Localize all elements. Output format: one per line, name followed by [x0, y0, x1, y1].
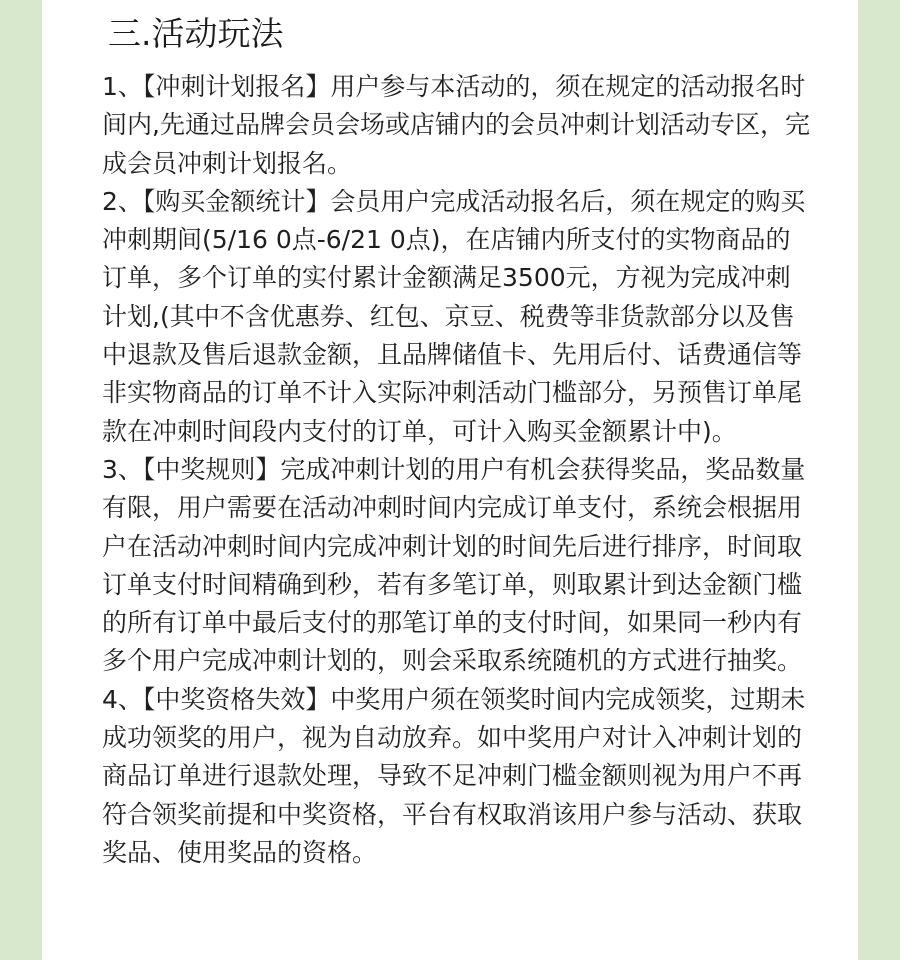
rule-item-winning-rules	[102, 451, 810, 681]
rule-heading: 【冲刺计划报名】	[142, 72, 331, 101]
rule-number: 3、	[102, 454, 143, 484]
rule-item-eligibility-loss	[102, 681, 810, 872]
rules-list	[102, 68, 810, 872]
rule-number: 2、	[102, 186, 143, 216]
rule-body: 完成冲刺计划的用户有机会获得奖品，奖品数量有限，用户需要在活动冲刺时间内完成订单支付，系统会根据用户在活动冲刺时间内完成冲刺计划的时间先后进行排序，时间取订单支付时间精确到秒，若有多笔订单，则取累计到达金额门槛的所有订单中最后支付的那笔订单的支付时间，如果同一秒内有多个用户完成冲刺计划的，则会采取系统随机的方式进行抽奖。	[102, 454, 806, 676]
section-title: 三.活动玩法	[108, 14, 284, 53]
rule-body: 用户参与本活动的，须在规定的活动报名时间内,先通过品牌会员会场或店铺内的会员冲刺计划活动专区，完成会员冲刺计划报名。	[102, 72, 810, 178]
rule-heading: 【中奖资格失效】	[142, 684, 331, 714]
rule-item-sign-up	[102, 68, 810, 183]
rule-number: 1、	[102, 72, 143, 101]
rule-body: 中奖用户须在领奖时间内完成领奖，过期未成功领奖的用户，视为自动放弃。如中奖用户对计入冲刺计划的商品订单进行退款处理，导致不足冲刺门槛金额则视为用户不再符合领奖前提和中奖资格，平台有权取消该用户参与活动、获取奖品、使用奖品的资格。	[102, 684, 806, 867]
content-card	[42, 0, 858, 960]
rule-item-purchase-amount	[102, 183, 810, 451]
rule-body: 会员用户完成活动报名后，须在规定的购买冲刺期间(5/16 0点-6/21 0点)，在店铺内所支付的实物商品的订单，多个订单的实付累计金额满足3500元，方视为完成冲刺计划,(其中不含优惠券、红包、京豆、税费等非货款部分以及售中退款及售后退款金额，且品牌储值卡、先用后付、话费通信等非实物商品的订单不计入实际冲刺活动门槛部分，另预售订单尾款在冲刺时间段内支付的订单，可计入购买金额累计中)。	[102, 186, 806, 446]
rule-number: 4、	[102, 684, 143, 714]
rule-heading: 【购买金额统计】	[142, 186, 331, 216]
rule-heading: 【中奖规则】	[142, 454, 281, 484]
